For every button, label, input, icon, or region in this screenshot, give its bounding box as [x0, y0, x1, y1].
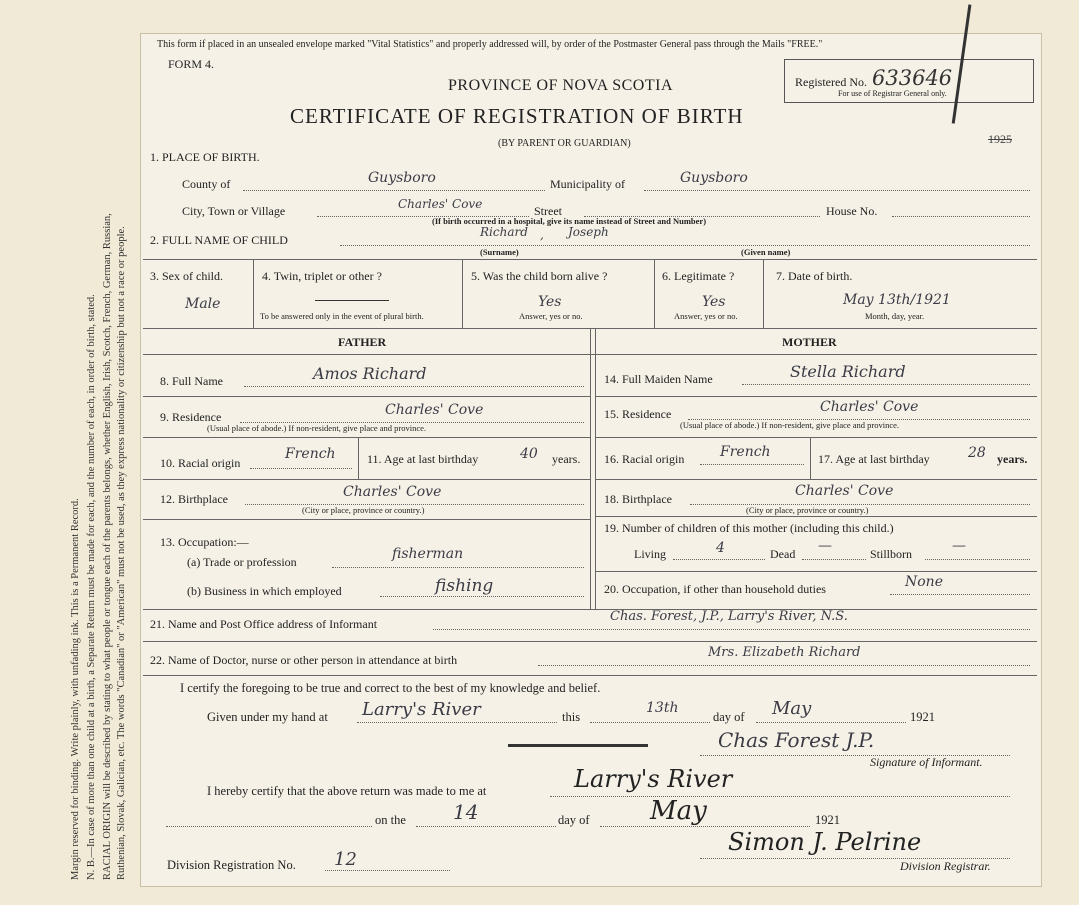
born-alive-note: Answer, yes or no.: [519, 311, 583, 321]
informant-signature: Chas Forest J.P.: [718, 728, 875, 752]
father-name-value: Amos Richard: [313, 364, 427, 383]
legitimate-label: 6. Legitimate ?: [662, 269, 735, 283]
child-given-name: Joseph: [568, 225, 609, 239]
father-racial-value: French: [285, 446, 336, 462]
twin-note: To be answered only in the event of plural birth.: [260, 311, 424, 321]
city-value: Charles' Cove: [398, 197, 483, 211]
surname-note: (Surname): [480, 247, 519, 257]
sex-label: 3. Sex of child.: [150, 269, 223, 283]
sex-value: Male: [185, 296, 221, 312]
date-of-birth-note: Month, day, year.: [865, 311, 925, 321]
legitimate-value: Yes: [702, 294, 726, 310]
date-of-birth-value: May 13th/1921: [843, 292, 951, 308]
given-place-value: Larry's River: [362, 699, 481, 720]
margin-note-1: Margin reserved for binding. Write plainly, with unfading ink. This is a Permanent Record.: [70, 498, 81, 880]
mother-residence-value: Charles' Cove: [820, 399, 919, 415]
certify-year-value: 1921: [910, 710, 935, 724]
registrar-signature: Simon J. Pelrine: [728, 828, 922, 856]
mother-age-unit: years.: [997, 452, 1028, 466]
living-label: Living: [634, 547, 666, 561]
legitimate-note: Answer, yes or no.: [674, 311, 738, 321]
father-racial-label: 10. Racial origin: [160, 456, 241, 470]
registrar-year-value: 1921: [815, 813, 840, 827]
certify-day-value: 13th: [646, 700, 679, 716]
municipality-label: Municipality of: [550, 177, 625, 191]
informant-label: 21. Name and Post Office address of Informant: [150, 617, 378, 631]
margin-note-3: RACIAL ORIGIN will be described by stating to what people or tongue each of the parents belongs, whether English, Irish, Scotch, French, German, Russian,: [102, 213, 113, 880]
born-alive-label: 5. Was the child born alive ?: [471, 269, 608, 283]
father-name-label: 8. Full Name: [160, 374, 223, 388]
city-label: City, Town or Village: [182, 204, 286, 218]
doctor-label: 22. Name of Doctor, nurse or other person in attendance at birth: [150, 653, 458, 667]
father-birthplace-value: Charles' Cove: [343, 484, 442, 500]
place-of-birth-heading: 1. PLACE OF BIRTH.: [150, 150, 260, 164]
mother-name-label: 14. Full Maiden Name: [604, 372, 713, 386]
county-value: Guysboro: [368, 170, 436, 186]
street-label: Street: [534, 204, 562, 218]
twin-label: 4. Twin, triplet or other ?: [262, 269, 382, 283]
mother-occupation-label: 20. Occupation, if other than household duties: [604, 582, 826, 596]
certificate-title: CERTIFICATE OF REGISTRATION OF BIRTH: [290, 104, 744, 128]
date-of-birth-label: 7. Date of birth.: [776, 269, 853, 283]
mother-birthplace-label: 18. Birthplace: [604, 492, 672, 506]
mother-residence-label: 15. Residence: [604, 407, 672, 421]
certify-month-value: May: [772, 698, 812, 719]
given-under-label: Given under my hand at: [207, 710, 328, 724]
mother-heading: MOTHER: [782, 335, 837, 349]
hospital-note: (If birth occurred in a hospital, give its name instead of Street and Number): [432, 216, 707, 226]
certify-statement: I certify the foregoing to be true and correct to the best of my knowledge and belief.: [180, 681, 601, 695]
father-occupation-label: 13. Occupation:—: [160, 535, 249, 549]
father-residence-value: Charles' Cove: [385, 402, 484, 418]
mother-birthplace-value: Charles' Cove: [795, 483, 894, 499]
father-business-value: fishing: [435, 576, 494, 596]
registered-number: 633646: [872, 66, 953, 90]
informant-value: Chas. Forest, J.P., Larry's River, N.S.: [610, 609, 848, 624]
day-of-label: day of: [713, 710, 745, 724]
mother-racial-label: 16. Racial origin: [604, 452, 685, 466]
registrar-day-of-label: day of: [558, 813, 590, 827]
born-alive-value: Yes: [538, 294, 562, 310]
mother-residence-note: (Usual place of abode.) If non-resident, give place and province.: [680, 420, 900, 430]
mother-name-value: Stella Richard: [790, 362, 906, 381]
province-heading: PROVINCE OF NOVA SCOTIA: [448, 77, 674, 94]
father-residence-label: 9. Residence: [160, 410, 222, 424]
father-birthplace-note: (City or place, province or country.): [302, 505, 425, 515]
living-value: 4: [716, 540, 725, 556]
father-business-label: (b) Business in which employed: [187, 584, 342, 598]
municipality-value: Guysboro: [680, 170, 748, 186]
doctor-value: Mrs. Elizabeth Richard: [708, 645, 861, 660]
father-heading: FATHER: [338, 335, 387, 349]
margin-notes: [60, 40, 140, 890]
registrar-place-value: Larry's River: [574, 765, 733, 793]
margin-note-2: N. B.—In case of more than one child at a birth, a Separate Return must be made for each, and the number of each, in order of birth, stated.: [86, 294, 97, 880]
on-the-label: on the: [375, 813, 406, 827]
mother-birthplace-note: (City or place, province or country.): [746, 505, 869, 515]
stillborn-label: Stillborn: [870, 547, 913, 561]
county-label: County of: [182, 177, 231, 191]
father-residence-note: (Usual place of abode.) If non-resident, give place and province.: [207, 423, 427, 433]
document-page: Margin reserved for binding. Write plainly, with unfading ink. This is a Permanent Record. N. B.—In case of more than one child at a birth, a Separate Return must be made for each, and the number of each, in order of birth, stated. RACIAL ORIGIN will be described by stating to what people or tongue each of the parents belongs, whether English, Irish, Scotch, French, German, Russian, Ruthenian, Slovak, Galician, etc. The words "Canadian" or "American" must not be used, as they express nationality or citizenship but not a race or people. This form if placed in an unsealed envelope marked "Vital Statistics" and properly addressed will, by order of the Postmaster General pass through the Mails "FREE." FORM 4. PROVINCE OF NOVA SCOTIA CERTIFICATE OF REGISTRATION OF BIRTH (BY PARENT OR GUARDIAN) Registered No. 633646 For use of Registrar General only. 1925 1. PLACE OF BIRTH. County of Guysboro Municipality of Guysboro City, Town or Village Charles' Cove Street House No. (If birth occurred in a hospital, give its name instead of Street and Number) 2. FULL NAME OF CHILD Richard , Joseph (Surname) (Given name) 3. Sex of child. Male 4. Twin, triplet or other ? To be answered only in the event of plural birth. 5. Was the child born alive ? Yes Answer, yes or no. 6. Legitimate ? Yes Answer, yes or no. 7. Date of birth. May 13th/1921 Month, day, year. FATHER MOTHER 8. Full Name Amos Richard 9. Residence Charles' Cove (Usual place of abode.) If non-resident, give place and province. 10. Racial origin French 11. Age at last birthday 40 years. 12. Birthplace Charles' Cove (City or place, province or country.) 13. Occupation:— (a) Trade or profession fisherman (b) Business in which employed fishing 14. Full Maiden Name Stella Richard 15. Residence Charles' Cove (Usual place of abode.) If non-resident, give place and province. 16. Racial origin French 17. Age at last birthday 28 years. 18. Birthplace Charles' Cove (City or place, province or country.) 19. Number of children of this mother (including this child.) Living 4 Dead — Stillborn — 20. Occupation, if other than household duties None 21. Name and Post Office address of Informant Chas. Forest, J.P., Larry's River, N.S. 22. Name of Doctor, nurse or other person in attendance at birth Mrs. Elizabeth Richard I certify the foregoing to be true and correct to the best of my knowledge and belief. Given under my hand at Larry's River this 13th day of May 1921 Chas Forest J.P. Signature of Informant. I hereby certify that the above return was made to me at Larry's River on the 14 day of May 1921 Division Registration No. 12 Simon J. Pelrine Division Registrar.: [0, 0, 1079, 905]
father-age-unit: years.: [552, 452, 581, 466]
dead-label: Dead: [770, 547, 796, 561]
father-age-value: 40: [520, 446, 538, 462]
dead-value: —: [818, 538, 832, 554]
mother-racial-value: French: [720, 444, 771, 460]
stillborn-value: —: [952, 538, 966, 554]
this-label: this: [562, 710, 581, 724]
postal-notice: This form if placed in an unsealed envelope marked "Vital Statistics" and properly addressed will, by order of the Postmaster General pass through the Mails "FREE.": [157, 39, 823, 50]
registrar-statement: I hereby certify that the above return was made to me at: [207, 784, 487, 798]
certificate-subtitle: (BY PARENT OR GUARDIAN): [498, 138, 631, 149]
mother-occupation-value: None: [905, 574, 943, 590]
form-number: FORM 4.: [168, 57, 215, 71]
child-name-label: 2. FULL NAME OF CHILD: [150, 233, 288, 247]
father-trade-value: fisherman: [392, 546, 464, 562]
mother-age-value: 28: [968, 445, 986, 461]
registrar-day-value: 14: [453, 800, 479, 824]
division-registration-label: Division Registration No.: [167, 858, 296, 872]
margin-note-4: Ruthenian, Slovak, Galician, etc. The words "Canadian" or "American" must not be used, as they express nationality or citizenship but not a race or people.: [116, 226, 127, 880]
given-name-note: (Given name): [741, 247, 791, 257]
registrar-use-note: For use of Registrar General only.: [838, 89, 947, 98]
registrar-signature-caption: Division Registrar.: [900, 859, 991, 873]
division-registration-value: 12: [334, 849, 357, 870]
father-age-label: 11. Age at last birthday: [367, 452, 479, 466]
mother-age-label: 17. Age at last birthday: [818, 452, 930, 466]
registered-label: Registered No.: [795, 75, 867, 89]
children-count-label: 19. Number of children of this mother (including this child.): [604, 521, 894, 535]
father-trade-label: (a) Trade or profession: [187, 555, 297, 569]
informant-signature-caption: Signature of Informant.: [870, 755, 983, 769]
father-birthplace-label: 12. Birthplace: [160, 492, 228, 506]
child-surname: Richard: [480, 225, 528, 239]
corner-mark: 1925: [988, 132, 1012, 146]
house-number-label: House No.: [826, 204, 878, 218]
registrar-month-value: May: [650, 796, 707, 826]
